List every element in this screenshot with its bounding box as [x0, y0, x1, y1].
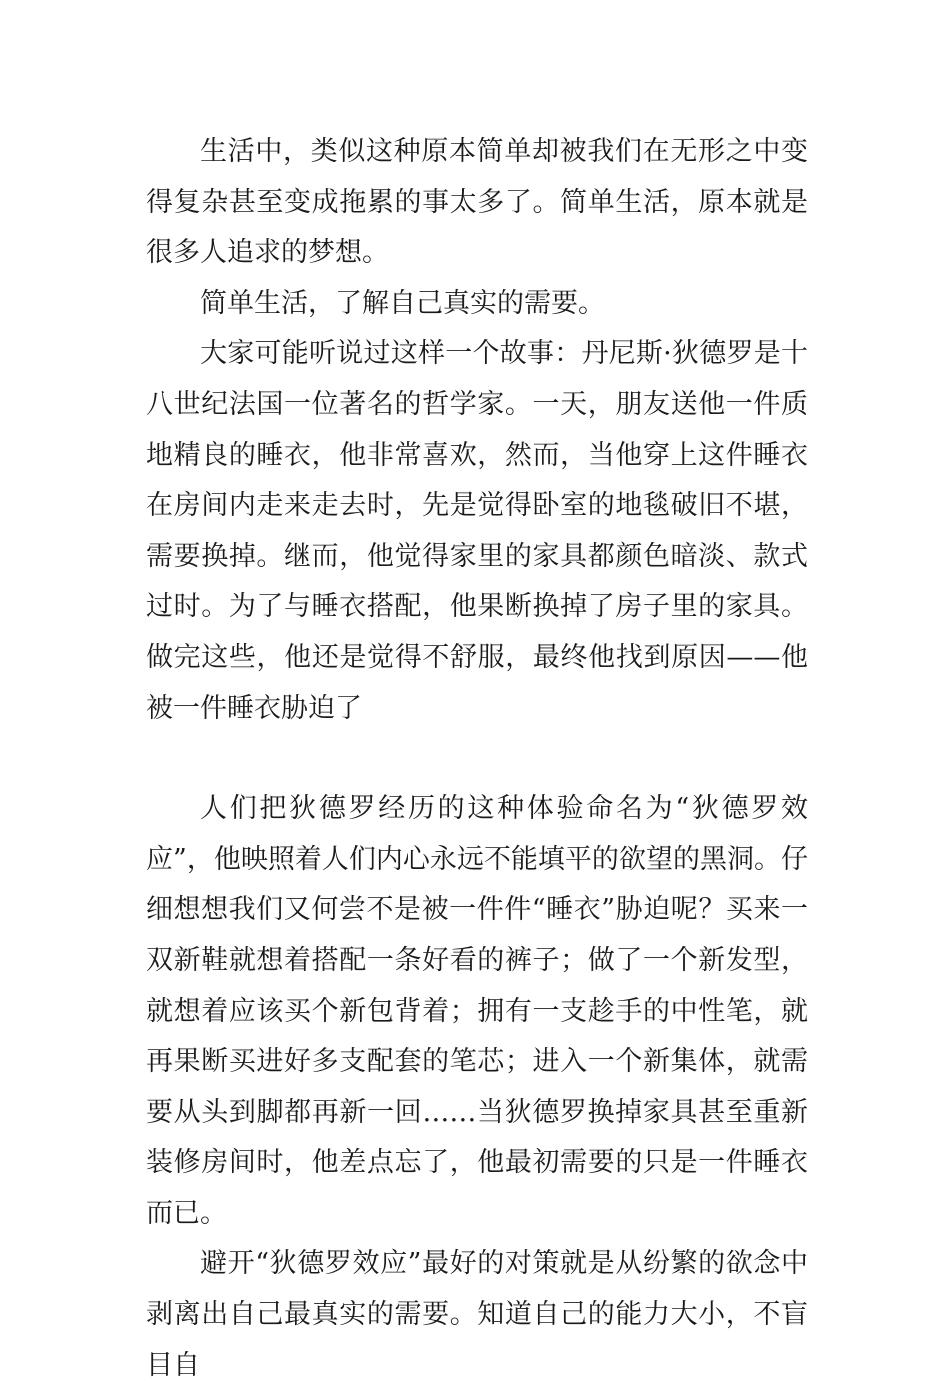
paragraph-simple-life-intro: 生活中，类似这种原本简单却被我们在无形之中变得复杂甚至变成拖累的事太多了。简单生活，原本就是很多人追求的梦想。	[146, 136, 808, 269]
paragraph-know-your-needs: 简单生活，了解自己真实的需要。	[200, 287, 605, 319]
document-body	[146, 127, 808, 1391]
paragraph-avoid-effect: 避开“狄德罗效应”最好的对策就是从纷繁的欲念中剥离出自己最真实的需要。知道自己的能力大小，不盲目自	[146, 1248, 808, 1381]
paragraph-diderot-effect: 人们把狄德罗经历的这种体验命名为“狄德罗效应”，他映照着人们内心永远不能填平的欲望的黑洞。仔细想想我们又何尝不是被一件件“睡衣”胁迫呢？买来一双新鞋就想着搭配一条好看的裤子；做了一个新发型，就想着应该买个新包背着；拥有一支趁手的中性笔，就再果断买进好多支配套的笔芯；进入一个新集体，就需要从头到脚都再新一回……当狄德罗换掉家具甚至重新装修房间时，他差点忘了，他最初需要的只是一件睡衣而已。	[146, 793, 808, 1229]
paragraph-diderot-story: 大家可能听说过这样一个故事：丹尼斯·狄德罗是十八世纪法国一位著名的哲学家。一天，朋友送他一件质地精良的睡衣，他非常喜欢，然而，当他穿上这件睡衣在房间内走来走去时，先是觉得卧室的地毯破旧不堪，需要换掉。继而，他觉得家里的家具都颜色暗淡、款式过时。为了与睡衣搭配，他果断换掉了房子里的家具。做完这些，他还是觉得不舒服，最终他找到原因——他被一件睡衣胁迫了	[146, 338, 808, 724]
paragraph-gap	[146, 734, 808, 784]
